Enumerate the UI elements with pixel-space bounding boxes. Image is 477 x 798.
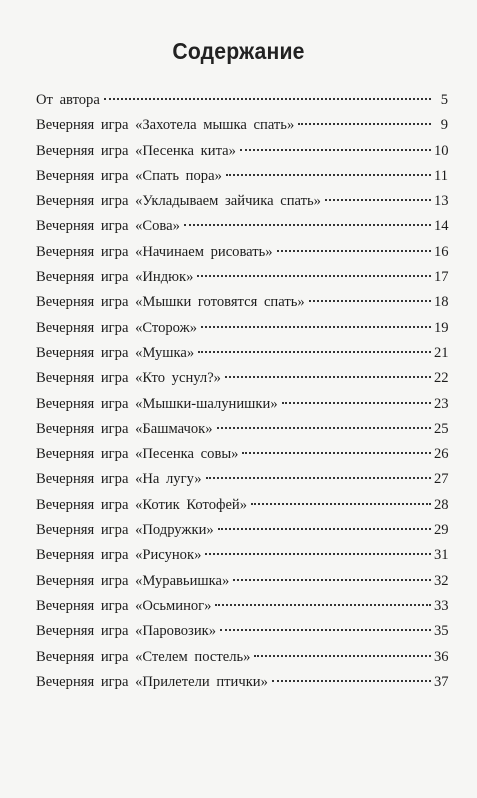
toc-entry — [36, 392, 448, 417]
toc-entry — [36, 467, 448, 492]
toc-entry-title: Вечерняя игра «Спать пора» — [36, 167, 222, 184]
toc-entry — [36, 594, 448, 619]
toc-entry-title: Вечерняя игра «Рисунок» — [36, 547, 202, 564]
toc-entry-page-number: 31 — [434, 547, 449, 564]
toc-entry — [36, 518, 448, 543]
toc-entry — [36, 341, 448, 366]
toc-entry-page-number: 14 — [434, 218, 449, 235]
dot-leader — [233, 579, 431, 581]
toc-entry-page-number: 35 — [434, 623, 449, 640]
table-of-contents — [36, 88, 448, 695]
dot-leader — [226, 174, 431, 176]
toc-entry-title: Вечерняя игра «Мышки готовятся спать» — [36, 294, 305, 311]
dot-leader — [309, 300, 431, 302]
toc-entry — [36, 543, 448, 568]
toc-entry-title: От автора — [36, 92, 100, 108]
dot-leader — [254, 655, 431, 657]
toc-entry-title: Вечерняя игра «Котик Котофей» — [36, 496, 248, 513]
toc-entry-page-number: 21 — [434, 344, 449, 361]
toc-entry-title: Вечерняя игра «Подружки» — [36, 522, 214, 539]
toc-entry-page-number: 22 — [434, 370, 449, 387]
toc-entry-page-number: 33 — [434, 597, 449, 614]
dot-leader — [225, 376, 431, 378]
toc-entry-title: Вечерняя игра «Стелем постель» — [36, 648, 251, 665]
toc-entry-page-number: 17 — [434, 269, 449, 286]
dot-leader — [184, 224, 431, 226]
toc-entry-title: Вечерняя игра «Захотела мышка спать» — [36, 117, 295, 134]
toc-entry-title: Вечерняя игра «Индюк» — [36, 269, 194, 286]
toc-entry — [36, 442, 448, 467]
toc-entry-title: Вечерняя игра «Сторож» — [36, 319, 197, 336]
toc-entry-page-number: 10 — [434, 142, 449, 159]
toc-entry — [36, 164, 448, 189]
dot-leader — [325, 199, 431, 201]
toc-entry-page-number: 5 — [440, 92, 448, 108]
toc-entry-page-number: 28 — [434, 496, 449, 513]
toc-entry-page-number: 23 — [434, 395, 449, 412]
dot-leader — [215, 604, 431, 606]
toc-entry — [36, 214, 448, 239]
dot-leader — [277, 250, 431, 252]
toc-entry-page-number: 25 — [434, 420, 449, 437]
toc-entry — [36, 240, 448, 265]
toc-entry-page-number: 26 — [434, 446, 449, 463]
toc-entry-page-number: 16 — [434, 243, 449, 260]
toc-entry-page-number: 36 — [434, 648, 449, 665]
toc-entry-title: Вечерняя игра «На лугу» — [36, 471, 202, 488]
toc-entry-page-number: 18 — [434, 294, 449, 311]
toc-entry — [36, 139, 448, 164]
toc-entry-title: Вечерняя игра «Песенка совы» — [36, 446, 239, 463]
toc-entry-title: Вечерняя игра «Муравьишка» — [36, 572, 230, 589]
toc-entry — [36, 113, 448, 138]
dot-leader — [272, 680, 431, 682]
toc-entry — [36, 569, 448, 594]
toc-entry — [36, 417, 448, 442]
toc-entry-title: Вечерняя игра «Мышки-шалунишки» — [36, 395, 278, 412]
toc-entry-page-number: 13 — [434, 193, 449, 210]
toc-entry-page-number: 19 — [434, 319, 449, 336]
dot-leader — [217, 427, 431, 429]
toc-entry-title: Вечерняя игра «Мушка» — [36, 344, 195, 361]
dot-leader — [282, 402, 431, 404]
toc-entry-page-number: 32 — [434, 572, 449, 589]
toc-entry-title: Вечерняя игра «Кто уснул?» — [36, 370, 221, 387]
toc-entry — [36, 645, 448, 670]
toc-entry — [36, 265, 448, 290]
toc-entry-title: Вечерняя игра «Прилетели птички» — [36, 673, 268, 690]
toc-entry-title: Вечерняя игра «Укладываем зайчика спать» — [36, 193, 321, 210]
toc-entry-page-number: 9 — [440, 117, 448, 134]
toc-entry-title: Вечерняя игра «Башмачок» — [36, 420, 213, 437]
toc-entry-page-number: 27 — [434, 471, 449, 488]
toc-entry — [36, 290, 448, 315]
toc-entry-page-number: 29 — [434, 522, 449, 539]
dot-leader — [298, 123, 431, 125]
toc-entry — [36, 316, 448, 341]
toc-entry — [36, 493, 448, 518]
dot-leader — [242, 452, 431, 454]
dot-leader — [205, 553, 431, 555]
dot-leader — [198, 351, 431, 353]
toc-entry — [36, 189, 448, 214]
dot-leader — [197, 275, 431, 277]
dot-leader — [251, 503, 431, 505]
toc-entry-title: Вечерняя игра «Начинаем рисовать» — [36, 243, 273, 260]
toc-entry — [36, 366, 448, 391]
toc-entry — [36, 670, 448, 695]
toc-entry — [36, 88, 448, 113]
dot-leader — [206, 477, 431, 479]
dot-leader — [218, 528, 431, 530]
page-title: Содержание — [172, 38, 305, 64]
toc-entry-title: Вечерняя игра «Сова» — [36, 218, 180, 235]
dot-leader — [104, 98, 431, 100]
toc-entry-page-number: 11 — [434, 167, 449, 184]
toc-entry — [36, 619, 448, 644]
dot-leader — [201, 326, 431, 328]
toc-entry-title: Вечерняя игра «Песенка кита» — [36, 142, 236, 159]
dot-leader — [240, 149, 431, 151]
dot-leader — [220, 629, 431, 631]
toc-entry-page-number: 37 — [434, 673, 449, 690]
toc-entry-title: Вечерняя игра «Паровозик» — [36, 623, 217, 640]
toc-entry-title: Вечерняя игра «Осьминог» — [36, 597, 212, 614]
